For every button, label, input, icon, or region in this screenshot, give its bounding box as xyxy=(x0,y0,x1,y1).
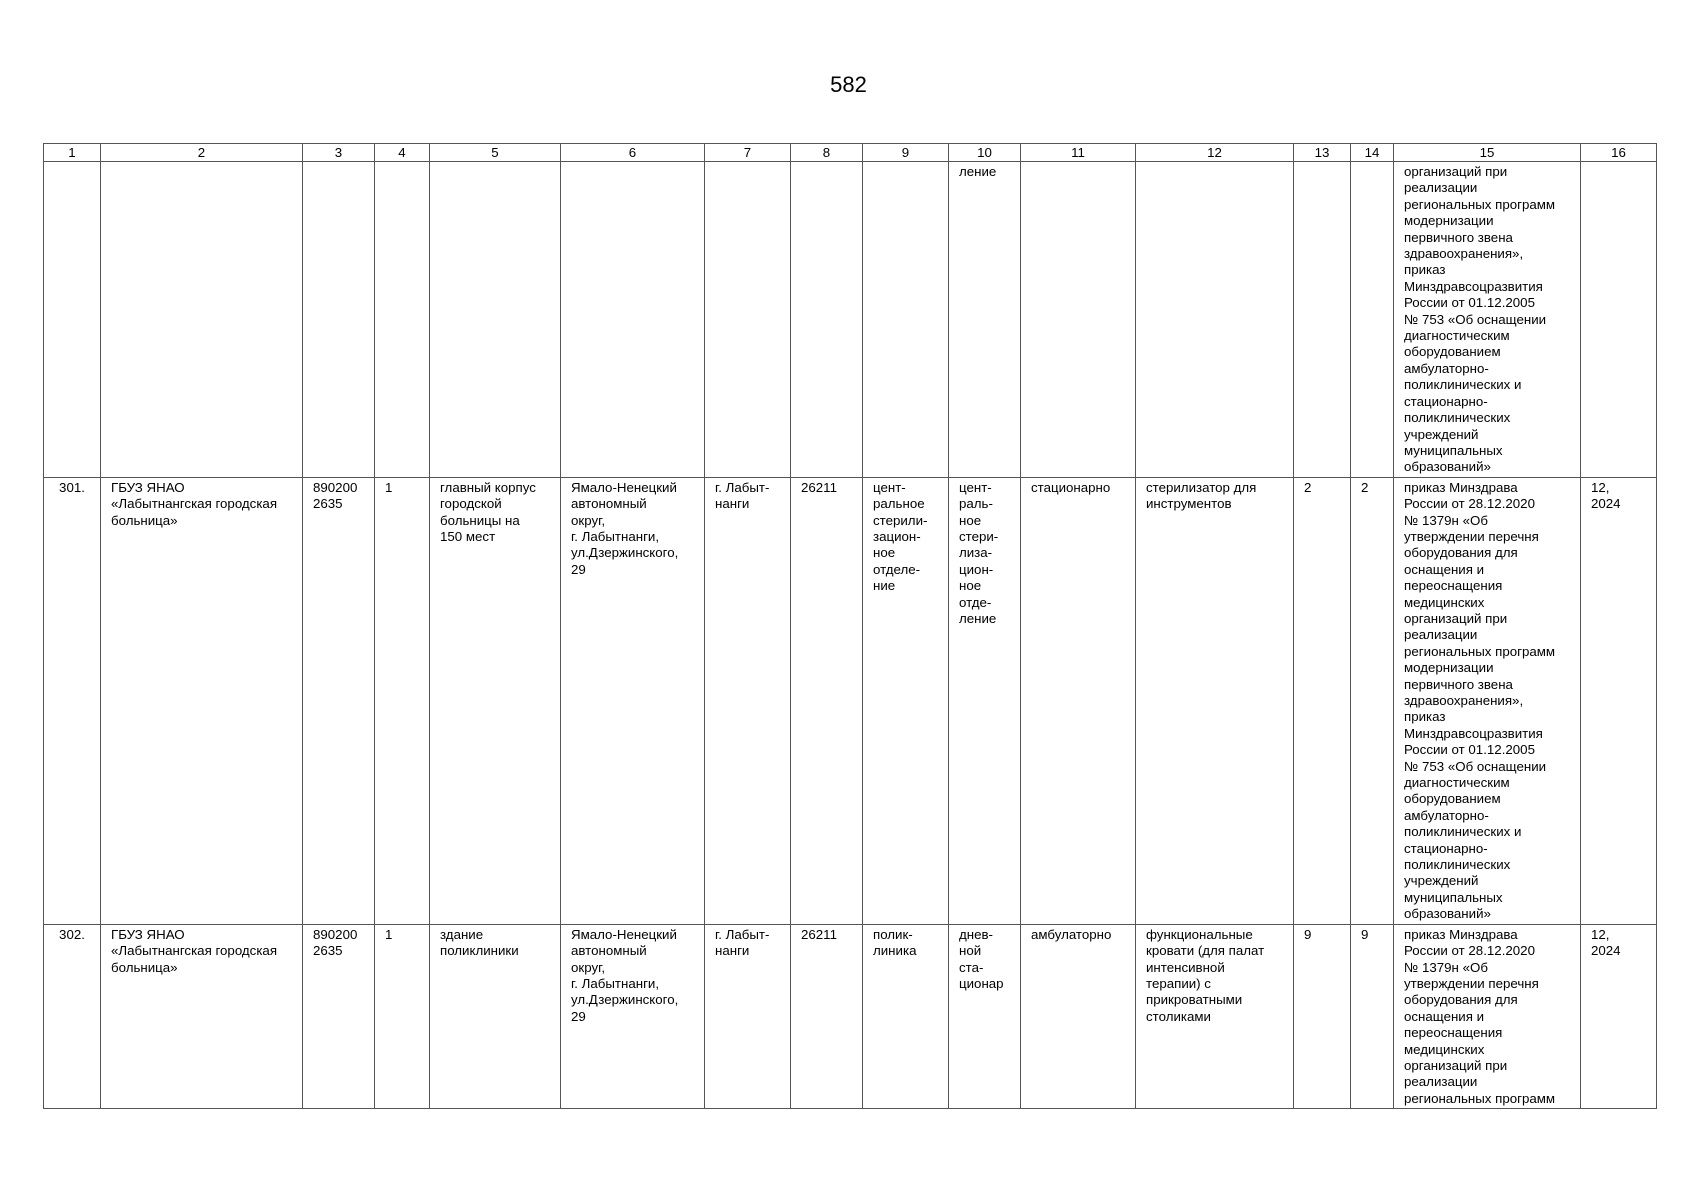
table-cell: ГБУЗ ЯНАО «Лабытнангская городская больница» xyxy=(101,924,303,1108)
column-header: 6 xyxy=(561,144,705,162)
table-cell xyxy=(303,162,375,478)
table-cell: 2 xyxy=(1294,477,1351,924)
table-cell: днев- ной ста- ционар xyxy=(949,924,1021,1108)
table-cell: главный корпус городской больницы на 150 мест xyxy=(430,477,561,924)
table-cell: 2 xyxy=(1351,477,1394,924)
table-cell: приказ Минздрава России от 28.12.2020 № 1379н «Об утверждении перечня оборудования для оснащения и переоснащения медицинских организаций при реализации региональных программ xyxy=(1394,924,1581,1108)
column-header: 13 xyxy=(1294,144,1351,162)
table-cell: 12, 2024 xyxy=(1581,477,1657,924)
table-cell: приказ Минздрава России от 28.12.2020 № 1379н «Об утверждении перечня оборудования для оснащения и переоснащения медицинских организаций при реализации региональных программ модернизации первичного звена здравоохранения», приказ Минздравсоцразвития России от 01.12.2005 № 753 «Об оснащении диагностическим оборудованием амбулаторно- поликлинических и стационарно- поликлинических учреждений муниципальных образований» xyxy=(1394,477,1581,924)
table-cell: 1 xyxy=(375,477,430,924)
table-cell xyxy=(375,162,430,478)
column-header: 3 xyxy=(303,144,375,162)
table-cell: Ямало-Ненецкий автономный округ, г. Лабытнанги, ул.Дзержинского, 29 xyxy=(561,477,705,924)
column-header: 11 xyxy=(1021,144,1136,162)
table-row xyxy=(44,477,1657,924)
table-cell: полик- линика xyxy=(863,924,949,1108)
table-cell xyxy=(705,162,791,478)
table-cell xyxy=(1351,162,1394,478)
table-cell: ГБУЗ ЯНАО «Лабытнангская городская больница» xyxy=(101,477,303,924)
column-header: 8 xyxy=(791,144,863,162)
table-cell: стационарно xyxy=(1021,477,1136,924)
table-cell: стерилизатор для инструментов xyxy=(1136,477,1294,924)
table-cell xyxy=(1294,162,1351,478)
column-header: 14 xyxy=(1351,144,1394,162)
table-cell: г. Лабыт- нанги xyxy=(705,924,791,1108)
table-cell: организаций при реализации региональных программ модернизации первичного звена здравоохранения», приказ Минздравсоцразвития России от 01.12.2005 № 753 «Об оснащении диагностическим оборудованием амбулаторно- поликлинических и стационарно- поликлинических учреждений муниципальных образований» xyxy=(1394,162,1581,478)
equipment-table xyxy=(43,143,1657,1109)
column-header: 16 xyxy=(1581,144,1657,162)
table-cell xyxy=(1136,162,1294,478)
table-cell xyxy=(1021,162,1136,478)
column-header: 9 xyxy=(863,144,949,162)
column-header: 12 xyxy=(1136,144,1294,162)
table-cell: 26211 xyxy=(791,924,863,1108)
column-header: 4 xyxy=(375,144,430,162)
column-number-header-row xyxy=(44,144,1657,162)
table-cell: г. Лабыт- нанги xyxy=(705,477,791,924)
table-cell: цент- раль- ное стери- лиза- цион- ное отде- ление xyxy=(949,477,1021,924)
table-cell: здание поликлиники xyxy=(430,924,561,1108)
column-header: 15 xyxy=(1394,144,1581,162)
table-cell xyxy=(561,162,705,478)
table-cell xyxy=(863,162,949,478)
table-cell xyxy=(44,162,101,478)
column-header: 10 xyxy=(949,144,1021,162)
table-cell: 890200 2635 xyxy=(303,924,375,1108)
column-header: 7 xyxy=(705,144,791,162)
table-cell: функциональные кровати (для палат интенсивной терапии) с прикроватными столиками xyxy=(1136,924,1294,1108)
table-cell: ление xyxy=(949,162,1021,478)
row-number: 301. xyxy=(44,477,101,924)
table-cell: 26211 xyxy=(791,477,863,924)
table-row xyxy=(44,924,1657,1108)
row-number: 302. xyxy=(44,924,101,1108)
table-cell: 9 xyxy=(1351,924,1394,1108)
table-cell: амбулаторно xyxy=(1021,924,1136,1108)
table-cell: 1 xyxy=(375,924,430,1108)
table-cell: 9 xyxy=(1294,924,1351,1108)
column-header: 5 xyxy=(430,144,561,162)
table-cell xyxy=(1581,162,1657,478)
column-header: 1 xyxy=(44,144,101,162)
table-cell xyxy=(101,162,303,478)
page-number: 582 xyxy=(830,72,867,97)
table-row-continuation xyxy=(44,162,1657,478)
table-cell xyxy=(791,162,863,478)
table-cell: Ямало-Ненецкий автономный округ, г. Лабытнанги, ул.Дзержинского, 29 xyxy=(561,924,705,1108)
table-cell: цент- ральное стерили- зацион- ное отделе- ние xyxy=(863,477,949,924)
table-cell: 12, 2024 xyxy=(1581,924,1657,1108)
column-header: 2 xyxy=(101,144,303,162)
table-cell xyxy=(430,162,561,478)
table-cell: 890200 2635 xyxy=(303,477,375,924)
